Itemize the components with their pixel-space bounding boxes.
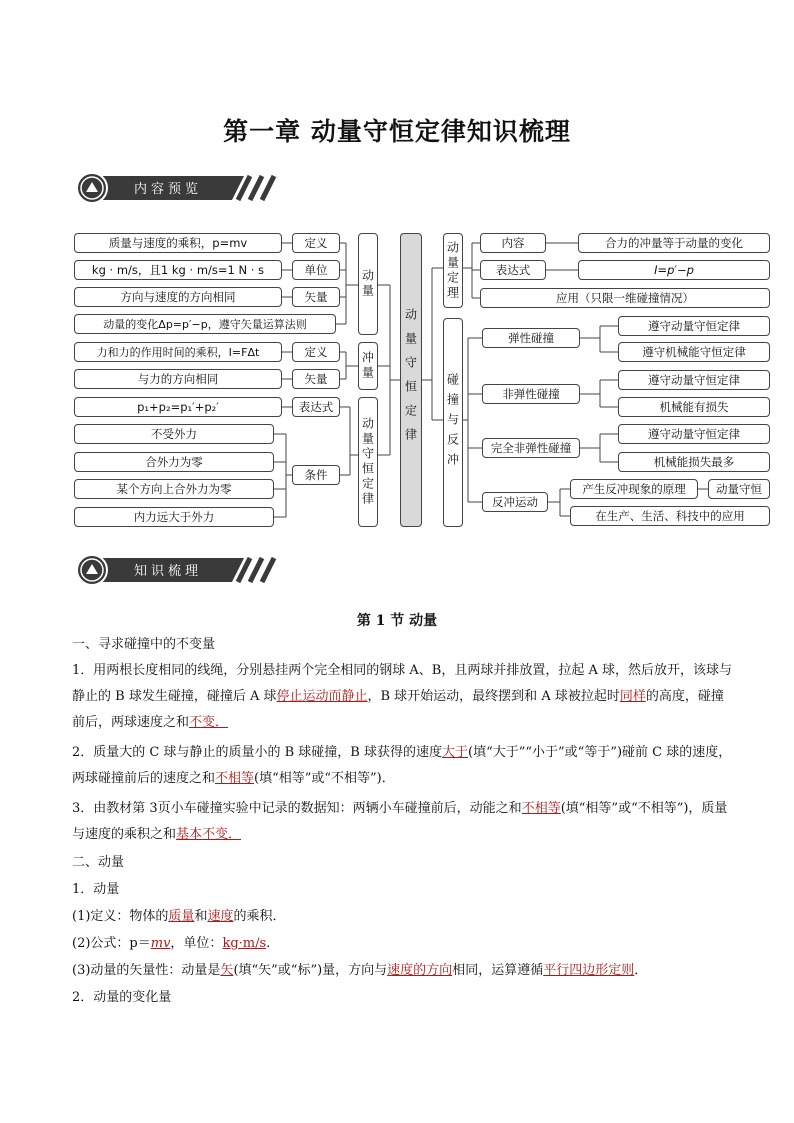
- map-left-box: 动量的变化Δp=p′−p，遵守矢量运算法则: [74, 314, 336, 334]
- text: ．: [634, 963, 648, 978]
- map-tag: 矢量: [292, 287, 340, 307]
- text: (1)定义：物体的: [72, 909, 169, 924]
- paragraph-2: [72, 740, 732, 792]
- map-left-box: 质量与速度的乘积，p=mv: [74, 233, 282, 253]
- map-left-box: 与力的方向相同: [74, 369, 282, 389]
- knowledge-banner-label: 知识梳理: [134, 564, 203, 579]
- map-r1-value: 合力的冲量等于动量的变化: [578, 233, 770, 253]
- answer: 不相等: [521, 801, 561, 816]
- map-tag: 定义: [292, 233, 340, 253]
- map-mid-impulse: [358, 342, 378, 390]
- map-group-label: 碰撞与反冲: [445, 372, 460, 473]
- map-r2-value: 遵守动量守恒定律: [618, 424, 770, 444]
- map-mid-momentum: [358, 233, 378, 335]
- map-r1-item: 表达式: [480, 260, 546, 280]
- answer: 大于: [442, 745, 469, 760]
- answer: mv: [150, 936, 171, 951]
- definition-line: [72, 904, 732, 930]
- answer: 矢: [220, 963, 234, 978]
- map-group-collision: [443, 318, 463, 527]
- text: 1．用两根长度相同的线绳，分别悬挂两个完全相同的钢球 A、B，且两球并排放置，拉起 A 球，然后放开，该球与静止的 B 球发生碰撞，碰撞后 A 球: [72, 663, 732, 704]
- map-left-box: 某个方向上合外力为零: [74, 479, 274, 499]
- paragraph-1: [72, 658, 732, 736]
- map-center-label: 动量守恒定律: [403, 308, 418, 452]
- map-r2-value: 机械能有损失: [618, 397, 770, 417]
- map-left-box: 力和力的作用时间的乘积，I=FΔt: [74, 342, 282, 362]
- map-mid-label: 动量: [360, 269, 375, 299]
- map-tag: 单位: [292, 260, 340, 280]
- text: (填“矢”或“标”)量，方向与: [233, 963, 388, 978]
- formula-line: [72, 931, 732, 957]
- answer: 停止运动而静止: [276, 689, 368, 704]
- answer: 同样: [619, 689, 646, 704]
- map-left-box: 不受外力: [74, 424, 274, 444]
- map-r2-item: 完全非弹性碰撞: [482, 438, 580, 458]
- map-mid-label: 动量守恒定律: [360, 417, 375, 507]
- knowledge-banner: [74, 554, 284, 586]
- text: 的乘积．: [233, 909, 286, 924]
- map-group-label: 动量定理: [445, 240, 460, 301]
- text: ，单位：: [170, 936, 223, 951]
- text: ，B 球开始运动，最终摆到和 A 球被拉起时: [367, 689, 620, 704]
- text: (填“相等”或“不相等”)．: [254, 771, 395, 786]
- heading-1: 一、寻求碰撞中的不变量: [72, 637, 216, 652]
- answer: 速度: [207, 909, 234, 924]
- map-left-box: 合外力为零: [74, 452, 274, 472]
- map-left-box: kg · m/s，且1 kg · m/s=1 N · s: [74, 260, 282, 280]
- answer: 速度的方向: [387, 963, 453, 978]
- subheading-2: 2．动量的变化量: [72, 990, 172, 1005]
- map-r2-value: 遵守动量守恒定律: [618, 316, 770, 336]
- subheading-1: 1．动量: [72, 882, 120, 897]
- map-group-theorem: [443, 233, 463, 308]
- text: (3)动量的矢量性：动量是: [72, 963, 221, 978]
- text: 的高度，碰撞前后，两球速度之和: [72, 689, 724, 730]
- map-tag: 条件: [292, 465, 340, 485]
- text: (填“相等”或“不相等”)，质量与速度的乘积之和: [72, 801, 728, 842]
- map-r2-value: 遵守动量守恒定律: [618, 370, 770, 390]
- map-left-box: 方向与速度的方向相同: [74, 287, 282, 307]
- map-r2-value: 遵守机械能守恒定律: [618, 342, 770, 362]
- map-r1-item: 应用（只限一维碰撞情况）: [480, 288, 770, 308]
- answer: 质量: [168, 909, 195, 924]
- answer: kg·m/s: [222, 936, 267, 951]
- map-r2-item: 反冲运动: [482, 492, 548, 512]
- page-title: 第一章 动量守恒定律知识梳理: [223, 117, 571, 146]
- map-mid-label: 冲量: [360, 351, 375, 381]
- text: (填“大于”“小于”或“等于”)碰前 C 球的速度，两球碰撞前后的速度之和: [72, 745, 732, 786]
- preview-banner-label: 内容预览: [134, 182, 203, 197]
- map-center: [400, 233, 422, 527]
- map-tag: 矢量: [292, 369, 340, 389]
- map-r2-value: 动量守恒: [708, 479, 770, 499]
- map-r2-value: 机械能损失最多: [618, 452, 770, 472]
- text: 相同，运算遵循: [452, 963, 544, 978]
- answer: 不相等: [215, 771, 255, 786]
- text: .: [266, 936, 271, 951]
- map-left-box: p₁+p₂=p₁′+p₂′: [74, 397, 282, 417]
- map-r2-item: 非弹性碰撞: [482, 384, 580, 404]
- map-tag: 定义: [292, 342, 340, 362]
- text: (2)公式：p＝: [72, 936, 151, 951]
- map-r2-value: 产生反冲现象的原理: [570, 479, 698, 499]
- map-tag: 表达式: [292, 397, 340, 417]
- heading-2: 二、动量: [72, 855, 125, 870]
- text: 和: [194, 909, 208, 924]
- answer: 平行四边形定则: [543, 963, 635, 978]
- map-r2-value: 在生产、生活、科技中的应用: [570, 506, 770, 526]
- map-r1-item: 内容: [480, 233, 546, 253]
- map-left-box: 内力远大于外力: [74, 507, 274, 527]
- text: 3．由教材第 3页小车碰撞实验中记录的数据知：两辆小车碰撞前后，动能之和: [72, 801, 522, 816]
- paragraph-3: [72, 796, 732, 848]
- vector-line: [72, 958, 732, 984]
- answer: 不变．: [189, 715, 229, 730]
- map-mid-conservation: [358, 397, 378, 527]
- map-r1-value: I=p′−p: [578, 260, 770, 280]
- answer: 基本不变．: [176, 827, 242, 842]
- text: 2．质量大的 C 球与静止的质量小的 B 球碰撞，B 球获得的速度: [72, 745, 442, 760]
- map-r2-item: 弹性碰撞: [482, 328, 580, 348]
- section-title: 第 1 节 动量: [356, 613, 438, 629]
